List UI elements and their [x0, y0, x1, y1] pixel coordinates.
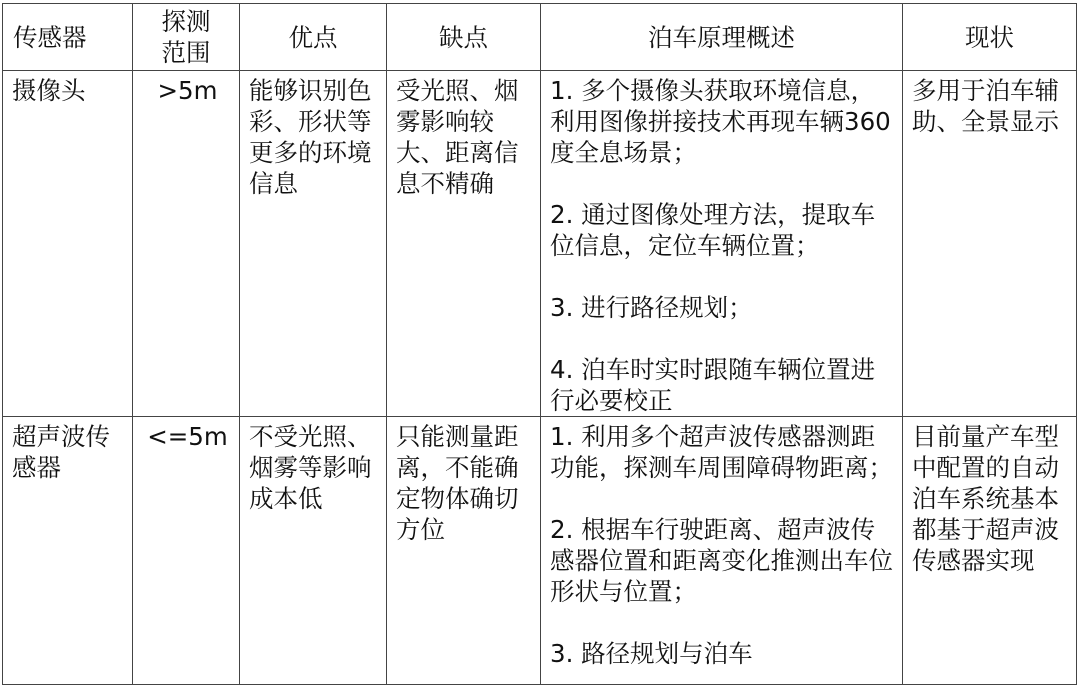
header-range: 探测 范围: [133, 4, 240, 71]
table-header-row: [3, 4, 1077, 71]
principle-step: 3. 进行路径规划；: [550, 293, 753, 322]
header-sensor: 传感器: [3, 4, 133, 71]
table-row: [3, 71, 1077, 417]
principle-step: 1. 利用多个超声波传感器测距功能，探测车周围障碍物距离；: [550, 422, 893, 482]
cell-sensor: 摄像头: [3, 71, 133, 417]
principle-step: 2. 根据车行驶距离、超声波传感器位置和距离变化推测出车位形状与位置；: [550, 515, 893, 606]
cell-principle: [541, 71, 903, 417]
cell-cons: 只能测量距离，不能确定物体确切方位: [387, 417, 541, 685]
cell-status: 多用于泊车辅助、全景显示: [903, 71, 1077, 417]
cell-range: >5m: [133, 71, 240, 417]
header-cons: 缺点: [387, 4, 541, 71]
cell-status: 目前量产车型中配置的自动泊车系统基本都基于超声波传感器实现: [903, 417, 1077, 685]
principle-step: 2. 通过图像处理方法，提取车位信息，定位车辆位置；: [550, 200, 876, 260]
sensor-comparison-table: [2, 3, 1077, 685]
header-status: 现状: [903, 4, 1077, 71]
cell-sensor: 超声波传感器: [3, 417, 133, 685]
cell-principle: [541, 417, 903, 685]
header-pros: 优点: [240, 4, 387, 71]
principle-step: 3. 路径规划与泊车: [550, 639, 753, 668]
principle-step: 4. 泊车时实时跟随车辆位置进行必要校正: [550, 355, 876, 415]
principle-step: 1. 多个摄像头获取环境信息，利用图像拼接技术再现车辆360度全息场景；: [550, 76, 891, 167]
cell-pros: 不受光照、烟雾等影响成本低: [240, 417, 387, 685]
cell-range: <=5m: [133, 417, 240, 685]
cell-pros: 能够识别色彩、形状等更多的环境信息: [240, 71, 387, 417]
cell-cons: 受光照、烟雾影响较大、距离信息不精确: [387, 71, 541, 417]
header-principle: 泊车原理概述: [541, 4, 903, 71]
table-row: [3, 417, 1077, 685]
